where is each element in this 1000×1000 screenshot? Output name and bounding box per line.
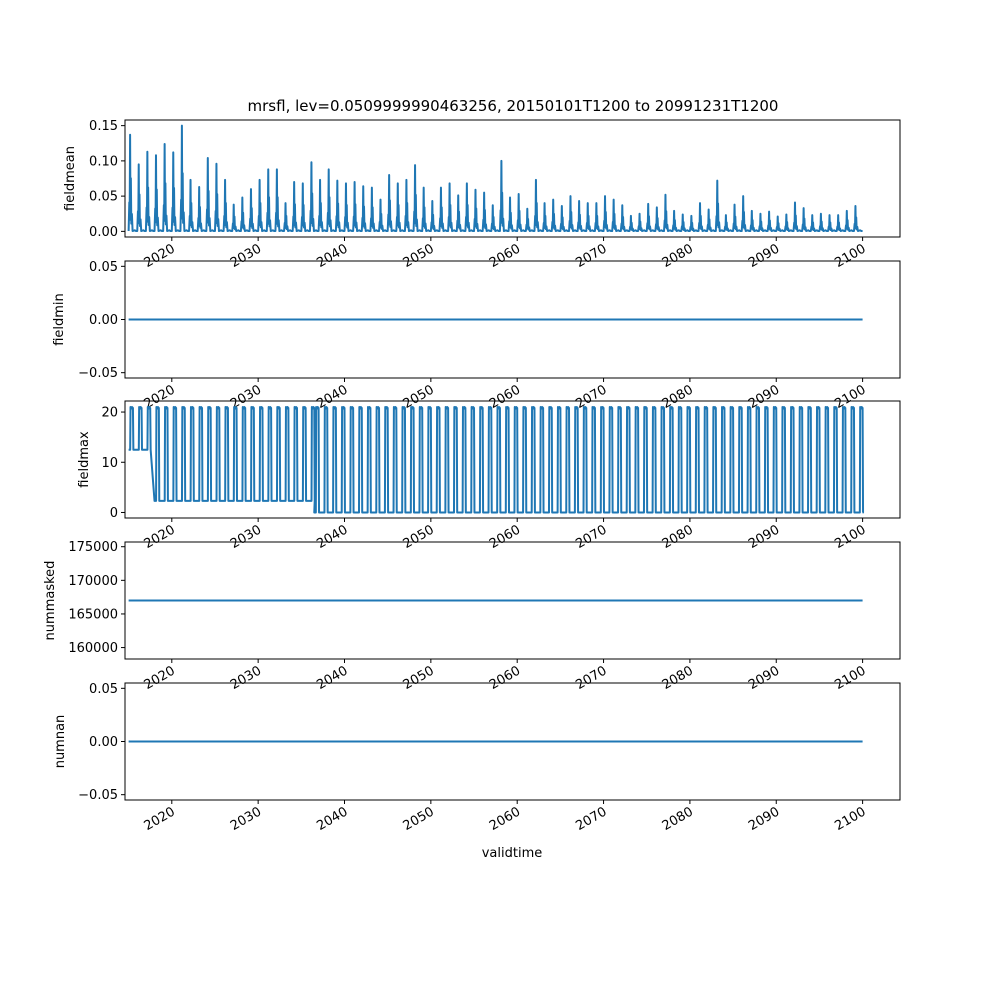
x-tick-label: 2080: [659, 804, 696, 835]
y-tick-label: 170000: [68, 573, 118, 589]
y-tick-label: 0.10: [89, 154, 118, 170]
y-tick-label: 0.05: [89, 189, 118, 205]
x-tick-label: 2070: [573, 804, 610, 835]
y-tick-label: −0.05: [78, 788, 118, 804]
x-tick-label: 2050: [400, 241, 437, 272]
x-tick-label: 2040: [314, 241, 351, 272]
x-tick-label: 2050: [400, 382, 437, 413]
x-tick-label: 2030: [227, 804, 265, 835]
y-axis-label: fieldmax: [77, 431, 92, 488]
x-tick-label: 2050: [400, 663, 437, 694]
x-tick-label: 2030: [227, 241, 265, 272]
y-tick-label: 175000: [68, 540, 118, 556]
x-tick-label: 2060: [487, 663, 524, 694]
x-tick-label: 2100: [832, 663, 869, 694]
x-tick-label: 2060: [487, 804, 524, 835]
y-tick-label: 0.15: [89, 119, 118, 135]
y-axis-label: fieldmean: [63, 146, 78, 211]
x-tick-label: 2040: [314, 382, 351, 413]
y-tick-label: 160000: [68, 641, 118, 657]
x-tick-label: 2030: [227, 663, 265, 694]
y-tick-label: 20: [101, 405, 118, 421]
y-axis-label: numnan: [53, 714, 68, 769]
x-tick-label: 2040: [314, 804, 351, 835]
x-tick-label: 2100: [832, 804, 869, 835]
y-tick-label: 0.00: [89, 224, 118, 240]
y-tick-label: 0.05: [89, 259, 118, 275]
x-tick-label: 2070: [573, 522, 610, 553]
x-tick-label: 2080: [659, 522, 696, 553]
x-tick-label: 2030: [227, 522, 265, 553]
x-tick-label: 2070: [573, 663, 610, 694]
x-tick-label: 2070: [573, 241, 610, 272]
x-tick-label: 2100: [832, 522, 869, 553]
y-tick-label: 0.05: [89, 681, 118, 697]
x-tick-label: 2020: [141, 382, 178, 413]
x-tick-label: 2090: [746, 241, 783, 272]
y-tick-label: 10: [101, 455, 118, 471]
x-tick-label: 2060: [487, 241, 524, 272]
x-tick-label: 2090: [746, 804, 783, 835]
y-tick-label: 0.00: [89, 313, 118, 328]
x-tick-label: 2040: [314, 663, 351, 694]
x-tick-label: 2030: [227, 382, 265, 413]
x-tick-label: 2100: [832, 241, 869, 272]
x-tick-label: 2020: [141, 663, 178, 694]
x-tick-label: 2090: [746, 382, 783, 413]
x-tick-label: 2080: [659, 663, 696, 694]
x-tick-label: 2050: [400, 522, 437, 553]
x-tick-label: 2090: [746, 522, 783, 553]
x-tick-label: 2100: [832, 382, 869, 413]
x-tick-label: 2080: [659, 382, 696, 413]
x-tick-label: 2070: [573, 382, 610, 413]
x-tick-label: 2020: [141, 522, 178, 553]
x-tick-label: 2080: [659, 241, 696, 272]
x-tick-label: 2040: [314, 522, 351, 553]
y-tick-label: 0: [109, 505, 118, 521]
x-tick-label: 2060: [487, 382, 524, 413]
x-tick-label: 2050: [400, 804, 437, 835]
y-axis-label: nummasked: [43, 560, 58, 641]
x-axis-label: validtime: [481, 846, 543, 861]
y-tick-label: 0.00: [89, 735, 118, 750]
x-tick-label: 2020: [141, 804, 178, 835]
x-tick-label: 2090: [746, 663, 783, 694]
x-tick-label: 2060: [487, 522, 524, 553]
chart-title: mrsfl, lev=0.0509999990463256, 20150101T1200 to 20991231T1200: [247, 97, 779, 115]
x-tick-label: 2020: [141, 241, 178, 272]
y-axis-label: fieldmin: [52, 293, 67, 346]
y-tick-label: −0.05: [78, 366, 118, 382]
y-tick-label: 165000: [68, 607, 118, 623]
